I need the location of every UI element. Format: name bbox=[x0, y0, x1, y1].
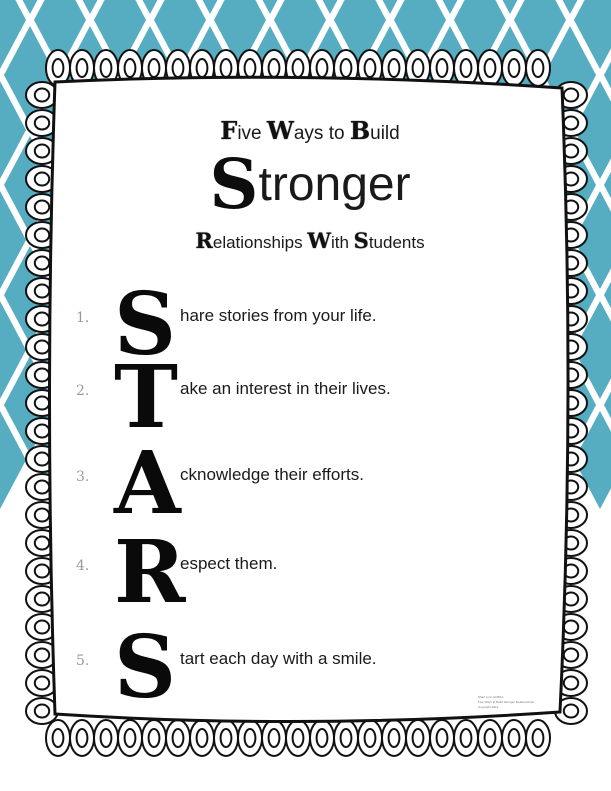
border-scallop-inner bbox=[509, 729, 520, 747]
border-scallop-inner bbox=[197, 729, 208, 747]
border-scallop-inner bbox=[437, 729, 448, 747]
border-scallop-inner bbox=[35, 537, 49, 550]
border-scallop-inner bbox=[269, 59, 280, 77]
heading-cap: W bbox=[266, 116, 294, 145]
heading-word: ith bbox=[330, 233, 354, 252]
border-scallop-inner bbox=[35, 145, 49, 158]
border-scallop-inner bbox=[125, 59, 136, 77]
item-number: 1. bbox=[76, 310, 90, 326]
border-scallop-inner bbox=[461, 59, 472, 77]
heading-cap: B bbox=[349, 116, 371, 145]
border-scallop-inner bbox=[485, 729, 496, 747]
heading-word-stronger: tronger bbox=[258, 158, 411, 211]
sparkle-letter-s: S bbox=[114, 617, 177, 718]
border-scallop-inner bbox=[35, 285, 49, 298]
border-scallop-inner bbox=[341, 59, 352, 77]
border-scallop-inner bbox=[35, 229, 49, 242]
border-scallop-inner bbox=[564, 677, 578, 690]
border-scallop-inner bbox=[437, 59, 448, 77]
border-scallop-inner bbox=[77, 729, 88, 747]
border-scallop-inner bbox=[101, 59, 112, 77]
border-scallop-inner bbox=[533, 59, 544, 77]
border-scallop-inner bbox=[35, 201, 49, 214]
border-scallop-inner bbox=[35, 173, 49, 186]
border-scallop-inner bbox=[365, 729, 376, 747]
border-scallop-inner bbox=[35, 481, 49, 494]
border-scallop-inner bbox=[35, 313, 49, 326]
border-scallop-inner bbox=[485, 59, 496, 77]
border-scallop-inner bbox=[564, 649, 578, 662]
border-scallop-inner bbox=[509, 59, 520, 77]
heading-word: tudents bbox=[368, 233, 425, 252]
border-scallop-inner bbox=[35, 117, 49, 130]
border-scallop-inner bbox=[53, 729, 64, 747]
border-scallop-inner bbox=[173, 59, 184, 77]
border-scallop-inner bbox=[53, 59, 64, 77]
item-text: ake an interest in their lives. bbox=[180, 379, 391, 398]
heading-cap: F bbox=[220, 116, 238, 145]
border-scallop-inner bbox=[35, 257, 49, 270]
border-scallop-inner bbox=[564, 621, 578, 634]
heading-big-cap: S bbox=[209, 145, 259, 225]
sparkle-letter-s: S bbox=[114, 274, 177, 375]
sparkle-letter-a: A bbox=[114, 433, 181, 534]
border-scallop-inner bbox=[35, 341, 49, 354]
border-scallop-inner bbox=[221, 59, 232, 77]
border-scallop-inner bbox=[564, 705, 578, 718]
border-scallop-inner bbox=[173, 729, 184, 747]
border-scallop-inner bbox=[341, 729, 352, 747]
border-scallop-inner bbox=[149, 729, 160, 747]
border-scallop-inner bbox=[125, 729, 136, 747]
item-number: 5. bbox=[76, 653, 90, 669]
border-scallop-inner bbox=[365, 59, 376, 77]
border-scallop-inner bbox=[245, 59, 256, 77]
sparkle-letter-t: T bbox=[114, 347, 178, 448]
border-scallop-inner bbox=[269, 729, 280, 747]
border-scallop-inner bbox=[149, 59, 160, 77]
fineprint-line: Five Ways to Build Stronger Relationships bbox=[478, 700, 534, 704]
border-scallop-inner bbox=[35, 425, 49, 438]
border-scallop-inner bbox=[35, 509, 49, 522]
border-scallop-inner bbox=[101, 729, 112, 747]
border-scallop-inner bbox=[564, 117, 578, 130]
border-scallop-inner bbox=[35, 677, 49, 690]
border-scallop-inner bbox=[413, 729, 424, 747]
heading-word: ays to bbox=[293, 123, 350, 144]
border-scallop-inner bbox=[461, 729, 472, 747]
sparkle-letter-r: R bbox=[114, 522, 186, 623]
item-text: cknowledge their efforts. bbox=[180, 465, 364, 484]
fineprint-line: Shari Lynn Griffiths bbox=[478, 695, 504, 699]
heading-cap: R bbox=[195, 228, 213, 253]
fineprint-line: Copyright 2014 bbox=[478, 705, 499, 709]
border-scallop-inner bbox=[197, 59, 208, 77]
border-scallop-inner bbox=[293, 729, 304, 747]
border-scallop-inner bbox=[35, 369, 49, 382]
item-number: 4. bbox=[76, 558, 90, 574]
item-text: espect them. bbox=[180, 554, 278, 573]
border-scallop-inner bbox=[389, 729, 400, 747]
border-scallop-inner bbox=[35, 621, 49, 634]
border-scallop-inner bbox=[35, 705, 49, 718]
border-scallop-inner bbox=[293, 59, 304, 77]
border-scallop-inner bbox=[317, 729, 328, 747]
item-text: tart each day with a smile. bbox=[180, 649, 377, 668]
border-scallop-inner bbox=[35, 453, 49, 466]
border-scallop-inner bbox=[533, 729, 544, 747]
heading-word: elationships bbox=[212, 233, 308, 252]
item-number: 2. bbox=[76, 383, 90, 399]
heading-word: ive bbox=[237, 123, 267, 144]
border-scallop-inner bbox=[564, 89, 578, 102]
border-scallop-inner bbox=[35, 649, 49, 662]
item-number: 3. bbox=[76, 469, 90, 485]
border-scallop-inner bbox=[413, 59, 424, 77]
border-scallop-inner bbox=[35, 593, 49, 606]
border-scallop-inner bbox=[221, 729, 232, 747]
heading-cap: W bbox=[307, 228, 331, 253]
heading-cap: S bbox=[353, 228, 369, 253]
item-text: hare stories from your life. bbox=[180, 306, 377, 325]
heading-word: uild bbox=[370, 123, 400, 144]
border-scallop-inner bbox=[35, 397, 49, 410]
border-scallop-inner bbox=[245, 729, 256, 747]
border-scallop-inner bbox=[317, 59, 328, 77]
border-scallop-inner bbox=[35, 565, 49, 578]
border-scallop-inner bbox=[35, 89, 49, 102]
border-scallop-inner bbox=[77, 59, 88, 77]
border-scallop-inner bbox=[389, 59, 400, 77]
